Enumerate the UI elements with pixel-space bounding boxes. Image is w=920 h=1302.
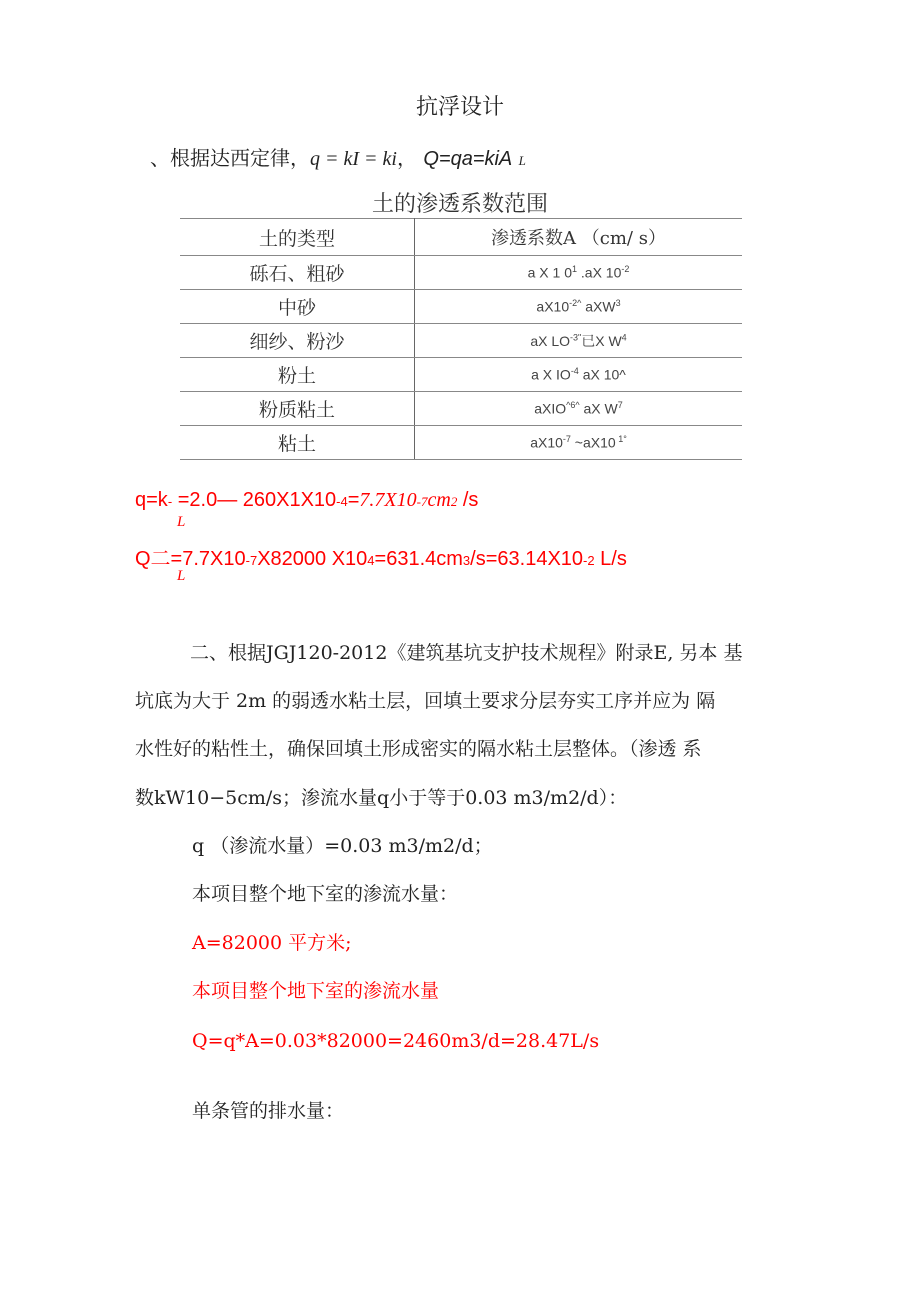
soil-type: 细纱、粉沙	[180, 324, 415, 358]
page-title: 抗浮设计	[415, 95, 504, 120]
header-permeability: 渗透系数A （cm/ s）	[415, 219, 743, 256]
soil-type: 砾石、粗砂	[180, 256, 415, 290]
table-row	[180, 426, 742, 460]
paragraph-line-2: 坑底为大于 2m 的弱透水粘土层，回填土要求分层夯实工序并应为 隔	[135, 690, 716, 712]
formula-q-denominator: L	[177, 514, 186, 530]
basement-seepage-label: 本项目整个地下室的渗流水量：	[192, 883, 459, 905]
soil-type: 中砂	[180, 290, 415, 324]
permeability-value: a X 1 $0^1$ .aX $10^{-2}$	[415, 256, 743, 290]
darcy-law-line	[150, 142, 526, 171]
soil-type: 粉质粘土	[180, 392, 415, 426]
table-caption: 土的渗透系数范围	[371, 192, 548, 217]
header-soil-type: 土的类型	[180, 219, 415, 256]
permeability-value: $aX10^{-7}$ ~aX10 $^{1^\circ}$	[415, 426, 743, 460]
darcy-prefix: 、根据达西定律，	[150, 146, 310, 170]
paragraph-line-4: 数kW10−5cm/s；渗流水量q小于等于0.03 m3/m2/d）：	[135, 787, 628, 809]
basement-seepage-label-red: 本项目整个地下室的渗流水量	[192, 980, 440, 1002]
table-header-row	[180, 219, 742, 256]
darcy-formula-Q: Q=qa=kiA	[423, 148, 513, 170]
table-row	[180, 392, 742, 426]
q-value-line: q （渗流水量）=0.03 m3/m2/d；	[192, 835, 493, 857]
soil-type: 粉土	[180, 358, 415, 392]
Q-result: Q=q*A=0.03*82000=2460m3/d=28.47L/s	[192, 1030, 600, 1052]
pipe-discharge-label: 单条管的排水量：	[192, 1100, 345, 1122]
darcy-formula-q: q = kI = ki	[310, 148, 397, 170]
permeability-value: $aX10^{-2\^{}}$ aXW$^3$	[415, 290, 743, 324]
paragraph-line-3: 水性好的粘性土，确保回填土形成密实的隔水粘土层整体。（渗透 系	[135, 738, 702, 760]
permeability-value: a X $IO^{-4}$ aX 10^	[415, 358, 743, 392]
table-row	[180, 358, 742, 392]
table-row	[180, 256, 742, 290]
paragraph-line-1: 二、根据JGJ120-2012《建筑基坑支护技术规程》附录E, 另本 基	[190, 642, 743, 664]
permeability-table	[180, 218, 742, 460]
darcy-sep: ，	[396, 146, 417, 170]
formula-q: q=k- =2.0— 260X1X10-4=7.7X10-7cm2 /s	[135, 489, 479, 511]
soil-type: 粘土	[180, 426, 415, 460]
table-row	[180, 290, 742, 324]
formula-Q-denominator: L	[177, 568, 186, 584]
area-value: A=82000 平方米;	[192, 932, 352, 954]
permeability-value: aX $LO^{-3"}$已X $W^4$	[415, 324, 743, 358]
permeability-value: aXIO$^{\^{}6\^{}}$ aX $W^7$	[415, 392, 743, 426]
formula-Q: Q二=7.7X10-7X82000 X104=631.4cm3/s=63.14X10-2 L/s	[135, 548, 627, 570]
darcy-l: L	[518, 153, 526, 168]
table-row	[180, 324, 742, 358]
